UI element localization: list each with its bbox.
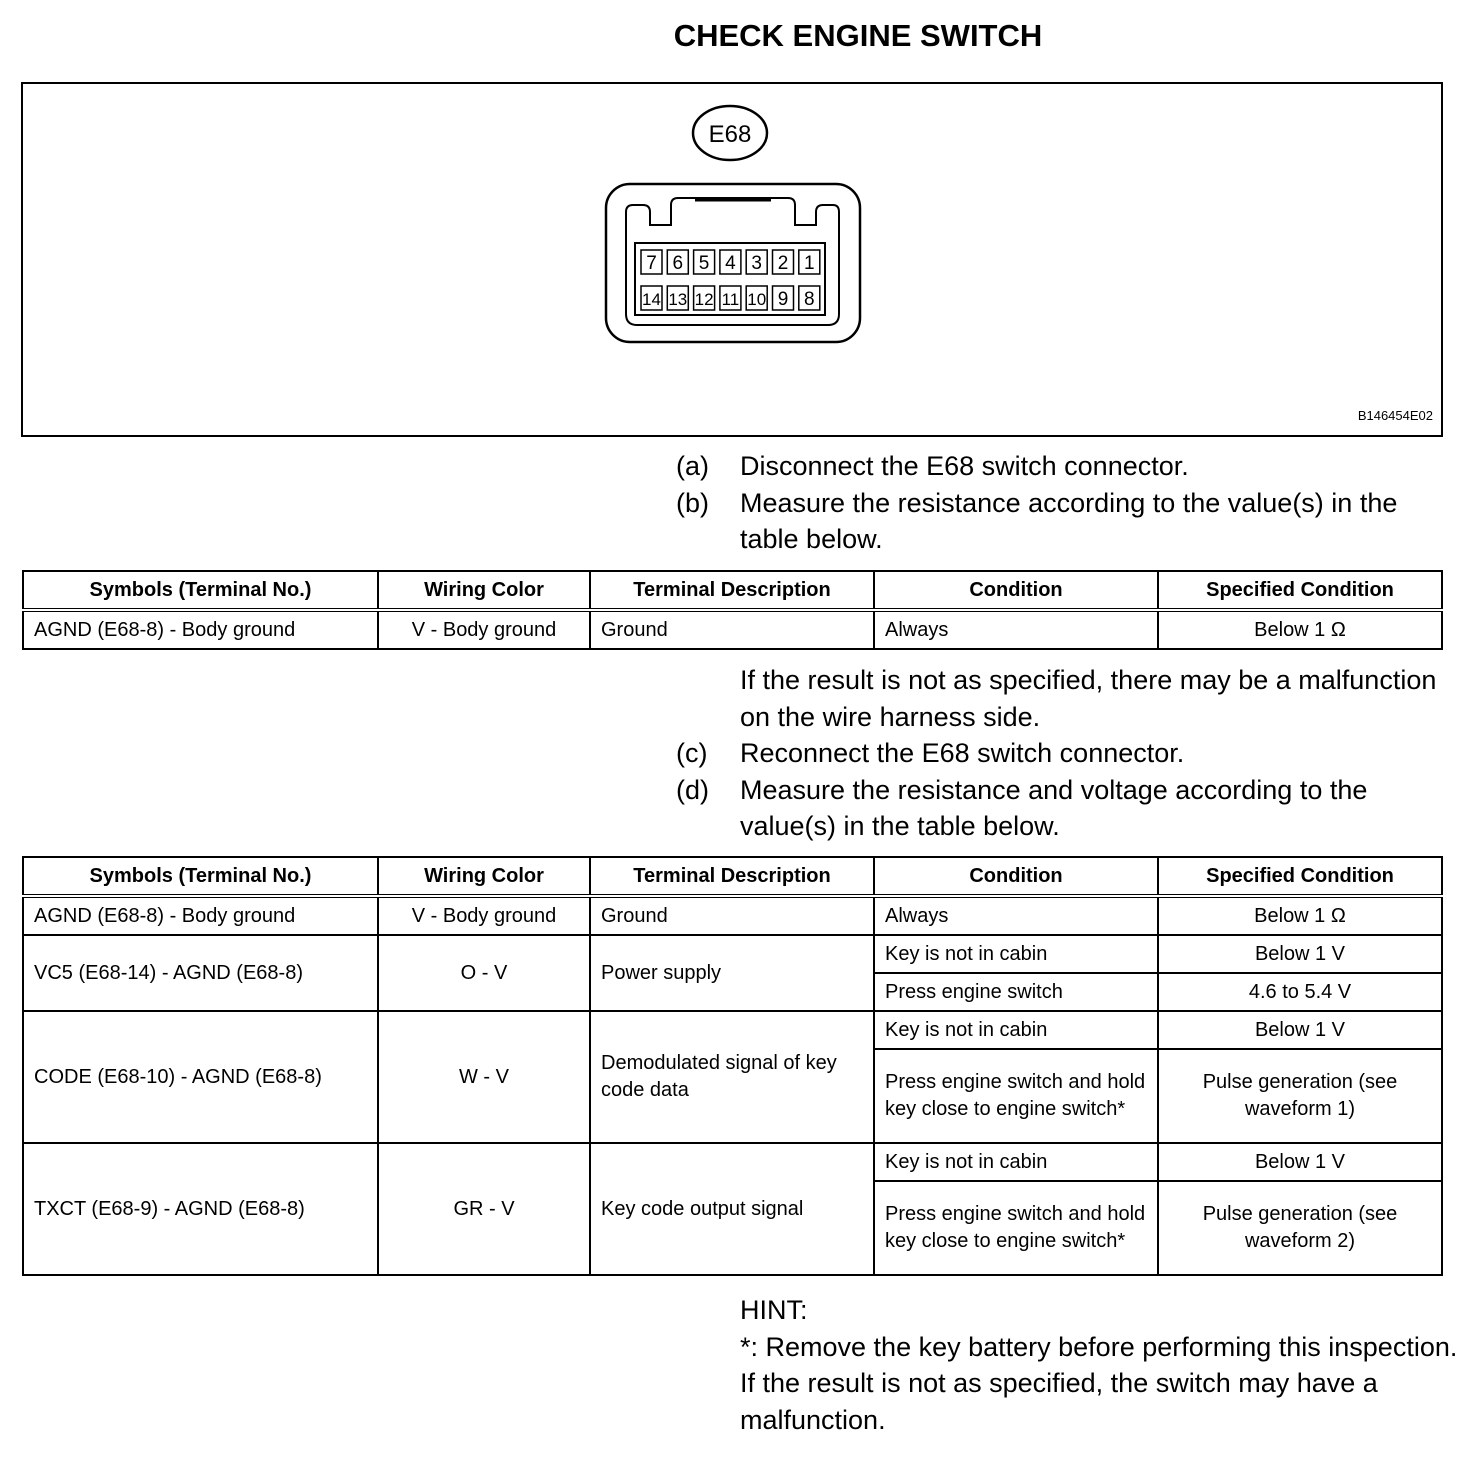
pin-number: 7: [646, 253, 657, 274]
connector-label: E68: [708, 121, 752, 148]
condition-cell: Always: [874, 610, 1158, 649]
wiring-color-cell: O - V: [378, 935, 590, 1011]
wiring-color-cell: V - Body ground: [378, 896, 590, 935]
description-cell: Key code output signal: [590, 1143, 874, 1275]
table-header-row: [23, 857, 1442, 896]
hint-text: If the result is not as specified, the switch may have a malfunction.: [740, 1368, 1378, 1435]
symbol-cell: AGND (E68-8) - Body ground: [23, 896, 378, 935]
table-row: [23, 1143, 1442, 1181]
pins-top-row: [641, 250, 820, 274]
description-cell: Demodulated signal of key code data: [590, 1011, 874, 1143]
description-cell: Ground: [590, 896, 874, 935]
spec-cell: Below 1 Ω: [1158, 896, 1442, 935]
pins-bottom-row: [641, 286, 820, 310]
table-header-row: [23, 571, 1442, 610]
step-a: [676, 448, 1456, 485]
column-header: Wiring Color: [378, 857, 590, 896]
condition-cell: Key is not in cabin: [874, 935, 1158, 973]
pin-number: 6: [672, 253, 684, 274]
description-cell: Ground: [590, 610, 874, 649]
symbol-cell: AGND (E68-8) - Body ground: [23, 610, 378, 649]
condition-cell: Always: [874, 896, 1158, 935]
spec-cell: Below 1 Ω: [1158, 610, 1442, 649]
hint-text: *: Remove the key battery before performing this inspection.: [740, 1331, 1458, 1362]
condition-cell: Key is not in cabin: [874, 1143, 1158, 1181]
column-header: Specified Condition: [1158, 857, 1442, 896]
table-row: [23, 1011, 1442, 1049]
pin-number: 9: [777, 289, 789, 310]
column-header: Specified Condition: [1158, 571, 1442, 610]
pin-number: 2: [777, 253, 789, 274]
spec-cell: Pulse generation (see waveform 1): [1158, 1049, 1442, 1143]
condition-cell: Press engine switch and hold key close to engine switch*: [874, 1049, 1158, 1143]
step-label: (d): [676, 774, 709, 805]
pin-number: 8: [804, 289, 815, 310]
resistance-table: [22, 570, 1443, 650]
column-header: Wiring Color: [378, 571, 590, 610]
pin-number: 5: [698, 253, 710, 274]
step-label: (b): [676, 487, 709, 518]
hint-section: [740, 1292, 1460, 1438]
column-header: Terminal Description: [590, 571, 874, 610]
description-cell: Power supply: [590, 935, 874, 1011]
pin-number: 14: [642, 290, 661, 309]
page-title: CHECK ENGINE SWITCH: [673, 18, 1043, 53]
column-header: Condition: [874, 571, 1158, 610]
table-row: [23, 935, 1442, 973]
pin-number: 3: [751, 253, 762, 274]
pin-number: 4: [725, 253, 736, 274]
column-header: Terminal Description: [590, 857, 874, 896]
pin-number: 11: [721, 290, 740, 309]
table-row: [23, 896, 1442, 935]
connector-diagram: [21, 82, 1443, 437]
steps-group-2: [676, 735, 1456, 845]
figure-code: B146454E02: [1357, 408, 1433, 423]
pin-number: 12: [694, 290, 714, 309]
wiring-color-cell: V - Body ground: [378, 610, 590, 649]
column-header: Symbols (Terminal No.): [23, 857, 378, 896]
step-c: [676, 735, 1456, 772]
wiring-color-cell: W - V: [378, 1011, 590, 1143]
step-d: [676, 772, 1456, 845]
step-text: Disconnect the E68 switch connector.: [740, 451, 1189, 481]
wiring-color-cell: GR - V: [378, 1143, 590, 1275]
spec-cell: Below 1 V: [1158, 935, 1442, 973]
step-b: [676, 485, 1456, 558]
steps-group-1: [676, 448, 1456, 558]
spec-cell: 4.6 to 5.4 V: [1158, 973, 1442, 1011]
symbol-cell: VC5 (E68-14) - AGND (E68-8): [23, 935, 378, 1011]
connector-drawing: [23, 84, 1441, 435]
step-text: Measure the resistance and voltage according to the value(s) in the table below.: [740, 774, 1368, 841]
spec-cell: Below 1 V: [1158, 1011, 1442, 1049]
pin-number: 10: [747, 290, 767, 309]
symbol-cell: CODE (E68-10) - AGND (E68-8): [23, 1011, 378, 1143]
harness-note: If the result is not as specified, there may be a malfunction on the wire harness side.: [740, 665, 1437, 732]
pin-number: 1: [804, 253, 815, 274]
condition-cell: Press engine switch and hold key close to engine switch*: [874, 1181, 1158, 1275]
step-text: Measure the resistance according to the value(s) in the table below.: [740, 487, 1398, 554]
spec-cell: Below 1 V: [1158, 1143, 1442, 1181]
column-header: Condition: [874, 857, 1158, 896]
table-row: [23, 610, 1442, 649]
condition-cell: Key is not in cabin: [874, 1011, 1158, 1049]
step-label: (c): [676, 738, 708, 768]
step-text: Reconnect the E68 switch connector.: [740, 738, 1185, 768]
spec-cell: Pulse generation (see waveform 2): [1158, 1181, 1442, 1275]
column-header: Symbols (Terminal No.): [23, 571, 378, 610]
pin-number: 13: [668, 290, 688, 309]
step-label: (a): [676, 451, 709, 481]
resistance-voltage-table: [22, 856, 1443, 1276]
hint-label: HINT:: [740, 1295, 808, 1325]
symbol-cell: TXCT (E68-9) - AGND (E68-8): [23, 1143, 378, 1275]
condition-cell: Press engine switch: [874, 973, 1158, 1011]
